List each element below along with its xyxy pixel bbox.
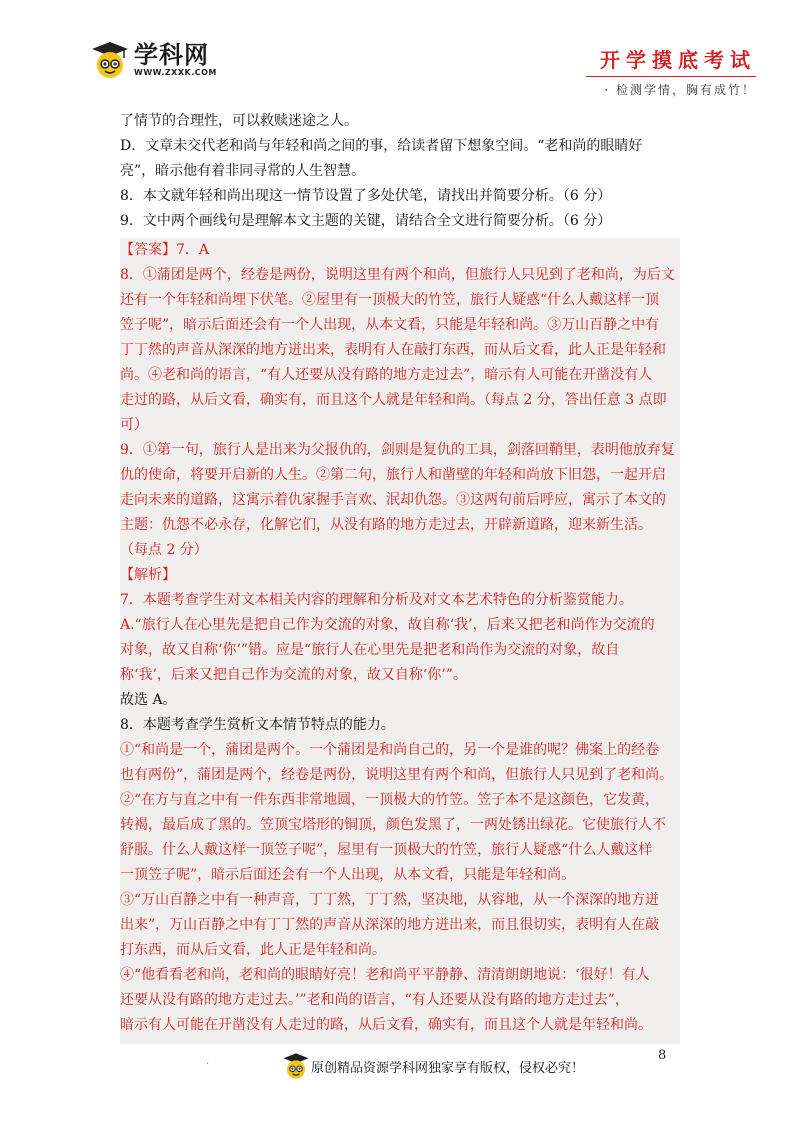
slogan-title: 开学摸底考试 <box>600 48 756 72</box>
document-body <box>120 109 680 1044</box>
answer-line: ②“在方与直之中有一件东西非常地圆，一顶极大的竹笠。笠子本不是这颜色，它发黄， <box>120 792 660 808</box>
answer-line: 出来”，万山百静之中有丁丁然的声音从深深的地方迸出来，而且很切实，表明有人在敲 <box>120 917 660 933</box>
answer-line: 【答案】7．A <box>120 242 210 258</box>
answer-line: 仇的使命，将要开启新的人生。②第二句，旅行人和凿壁的年轻和尚放下旧怨，一起开启 <box>120 467 666 483</box>
question-section <box>120 109 680 234</box>
answer-line: 主题：仇怨不必永存，化解它们，从没有路的地方走过去，开辟新道路，迎来新生活。 <box>120 517 652 533</box>
answer-line: 转褐，最后成了黑的。笠顶宝塔形的铜顶，颜色发黑了，一两处锈出绿花。它使旅行人不 <box>120 817 666 833</box>
logo-name: 学科网 <box>134 41 209 69</box>
answer-line: ①“和尚是一个，蒲团是两个。一个蒲团是和尚自己的，另一个是谁的呢？佛案上的经卷 <box>120 742 660 758</box>
answer-line: 舒服。什么人戴这样一顶笠子呢”，屋里有一顶极大的竹笠，旅行人疑惑“什么人戴这样 <box>120 842 653 858</box>
text-line: 亮”，暗示他有着非同寻常的人生智慧。 <box>120 163 366 179</box>
text-line: D．文章未交代老和尚与年轻和尚之间的事，给读者留下想象空间。“老和尚的眼睛好 <box>120 138 643 154</box>
footer-dot: . <box>206 1056 210 1067</box>
header-slogan <box>600 44 756 98</box>
answer-line: 称‘我’，后来又把自己作为交流的对象，故又自称‘你’”。 <box>120 667 467 683</box>
answer-line: 对象，故又自称‘你’”错。应是“旅行人在心里先是把老和尚作为交流的对象，故自 <box>120 642 620 658</box>
answer-line: 尚。④老和尚的语言，“有人还要从没有路的地方走过去”，暗示有人可能在开凿没有人 <box>120 367 653 383</box>
answer-line: 丁丁然的声音从深深的地方迸出来，表明有人在敲打东西，而从后文看，此人正是年轻和 <box>120 342 666 358</box>
answer-line: 走向未来的道路，这寓示着仇家握手言欢、泯却仇怨。③这两句前后呼应，寓示了本文的 <box>120 492 666 508</box>
page-header <box>0 0 800 100</box>
slogan-divider <box>586 76 756 77</box>
text-line: 8．本文就年轻和尚出现这一情节设置了多处伏笔，请找出并简要分析。（6 分） <box>120 188 612 204</box>
answer-line: A.“旅行人在心里先是把自己作为交流的对象，故自称‘我’，后来又把老和尚作为交流的 <box>120 617 655 633</box>
answer-line: 7．本题考查学生对文本相关内容的理解和分析及对文本艺术特色的分析鉴赏能力。 <box>120 592 633 608</box>
answer-line: （每点 2 分） <box>120 542 208 558</box>
answer-line: ④“他看看老和尚，老和尚的眼睛好亮！老和尚平平静静、清清朗朗地说：‘很好！有人 <box>120 967 650 983</box>
answer-line: 打东西，而从后文看，此人正是年轻和尚。 <box>120 942 386 958</box>
answer-line: 一顶笠子呢”，暗示后面还会有一个人出现，从本文看，只能是年轻和尚。 <box>120 867 576 883</box>
mascot-icon <box>282 1052 310 1080</box>
answer-line: 也有两份”，蒲团是两个，经卷是两份，说明这里有两个和尚，但旅行人只见到了老和尚。 <box>120 767 674 783</box>
slogan-subtitle: · 检测学情，胸有成竹！ <box>604 83 756 97</box>
answer-line: 还有一个年轻和尚埋下伏笔。②屋里有一顶极大的竹笠，旅行人疑惑“什么人戴这样一顶 <box>120 292 660 308</box>
text-line: 了情节的合理性，可以救赎迷途之人。 <box>120 113 358 129</box>
answer-analysis-box <box>120 238 680 1044</box>
text-line: 9．文中两个画线句是理解本文主题的关键，请结合全文进行简要分析。（6 分） <box>120 213 612 229</box>
answer-line: 笠子呢”，暗示后面还会有一个人出现，从本文看，只能是年轻和尚。③万山百静之中有 <box>120 317 660 333</box>
zxxk-logo <box>90 40 217 80</box>
page-number: 8 <box>658 1048 667 1063</box>
answer-line: 8．本题考查学生赏析文本情节特点的能力。 <box>120 717 395 733</box>
copyright-notice: 原创精品资源学科网独家享有版权，侵权必究！ <box>311 1061 585 1076</box>
answer-line: 故选 A。 <box>120 692 177 708</box>
answer-line: 暗示有人可能在开凿没有人走过的路，从后文看，确实有，而且这个人就是年轻和尚。 <box>120 1017 652 1033</box>
mascot-icon <box>90 40 130 80</box>
answer-line: 可） <box>120 417 148 433</box>
answer-line: ③“万山百静之中有一种声音，丁丁然，丁丁然，坚决地，从容地，从一个深深的地方迸 <box>120 892 660 908</box>
answer-line: 【解析】 <box>120 567 176 583</box>
answer-line: 走过的路，从后文看，确实有，而且这个人就是年轻和尚。（每点 2 分，答出任意 3 点即 <box>120 392 667 408</box>
answer-line: 还要从没有路的地方走过去。’”老和尚的语言，“有人还要从没有路的地方走过去”， <box>120 992 629 1008</box>
page-footer <box>0 1040 800 1100</box>
answer-line: 8．①蒲团是两个，经卷是两份，说明这里有两个和尚，但旅行人只见到了老和尚，为后文 <box>120 267 675 283</box>
logo-url: WWW.ZXXK.COM <box>134 68 217 77</box>
answer-line: 9．①第一句，旅行人是出来为父报仇的，剑则是复仇的工具，剑落回鞘里，表明他放弃复 <box>120 442 675 458</box>
